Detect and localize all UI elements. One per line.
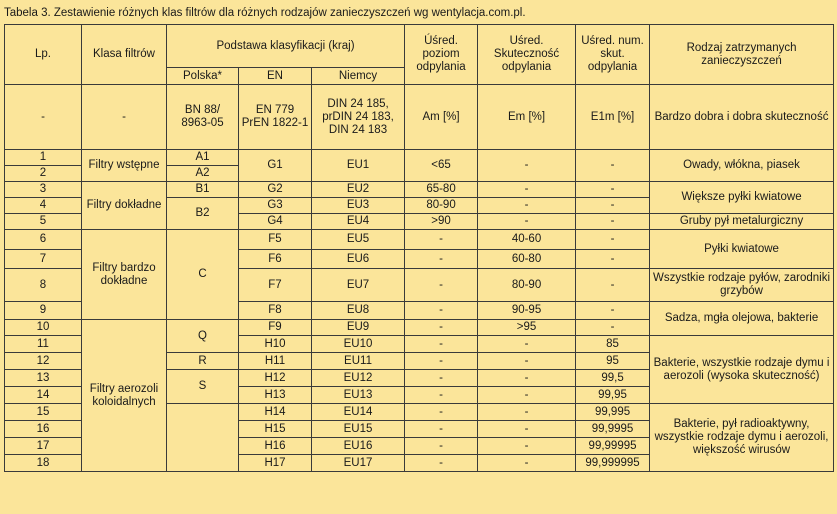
en-cell: F9	[239, 320, 312, 336]
skutecznosc-cell: -	[478, 353, 576, 370]
header-en: EN	[239, 68, 312, 85]
lp-cell: 13	[5, 370, 82, 387]
num-skut-cell: 99,95	[576, 387, 650, 404]
filter-classes-table	[4, 24, 834, 472]
poziom-cell: -	[405, 302, 478, 320]
niemcy-cell: EU14	[312, 404, 405, 421]
skutecznosc-cell: 60-80	[478, 250, 576, 269]
num-skut-cell: -	[576, 269, 650, 302]
num-skut-cell: 95	[576, 353, 650, 370]
lp-cell: 4	[5, 198, 82, 214]
header-polska: Polska*	[167, 68, 239, 85]
niemcy-cell: EU11	[312, 353, 405, 370]
norms-row	[5, 85, 834, 150]
num-skut-cell: -	[576, 320, 650, 336]
group-cell: Filtry wstępne	[82, 150, 167, 182]
en-cell: H16	[239, 438, 312, 455]
poziom-cell: 80-90	[405, 198, 478, 214]
lp-cell: 16	[5, 421, 82, 438]
skutecznosc-cell: -	[478, 421, 576, 438]
rodzaj-cell: Gruby pył metalurgiczny	[650, 214, 834, 230]
skutecznosc-cell: -	[478, 198, 576, 214]
header-rodzaj: Rodzaj zatrzymanych zanieczyszczeń	[650, 25, 834, 85]
en-cell: H14	[239, 404, 312, 421]
niemcy-cell: EU16	[312, 438, 405, 455]
en-cell: F5	[239, 230, 312, 250]
en-cell: G2	[239, 182, 312, 198]
en-cell: H17	[239, 455, 312, 472]
header-podstawa: Podstawa klasyfikacji (kraj)	[167, 25, 405, 68]
niemcy-cell: EU13	[312, 387, 405, 404]
rodzaj-cell: Większe pyłki kwiatowe	[650, 182, 834, 214]
en-cell: G1	[239, 150, 312, 182]
table-row	[5, 230, 834, 250]
num-skut-cell: -	[576, 250, 650, 269]
en-cell: F7	[239, 269, 312, 302]
norms-niemcy: DIN 24 185, prDIN 24 183, DIN 24 183	[312, 85, 405, 150]
norms-klasa: -	[82, 85, 167, 150]
poziom-cell: -	[405, 404, 478, 421]
rodzaj-cell: Pyłki kwiatowe	[650, 230, 834, 269]
table-row	[5, 182, 834, 198]
skutecznosc-cell: -	[478, 387, 576, 404]
lp-cell: 2	[5, 166, 82, 182]
rodzaj-cell: Owady, włókna, piasek	[650, 150, 834, 182]
polska-cell: S	[167, 370, 239, 404]
poziom-cell: -	[405, 230, 478, 250]
niemcy-cell: EU8	[312, 302, 405, 320]
poziom-cell: -	[405, 269, 478, 302]
header-niemcy: Niemcy	[312, 68, 405, 85]
lp-cell: 18	[5, 455, 82, 472]
poziom-cell: >90	[405, 214, 478, 230]
group-cell: Filtry aerozoli koloidalnych	[82, 320, 167, 472]
polska-cell: R	[167, 353, 239, 370]
norms-en: EN 779 PrEN 1822-1	[239, 85, 312, 150]
en-cell: G3	[239, 198, 312, 214]
polska-cell: B2	[167, 198, 239, 230]
niemcy-cell: EU12	[312, 370, 405, 387]
num-skut-cell: -	[576, 214, 650, 230]
poziom-cell: -	[405, 421, 478, 438]
lp-cell: 17	[5, 438, 82, 455]
skutecznosc-cell: >95	[478, 320, 576, 336]
niemcy-cell: EU4	[312, 214, 405, 230]
lp-cell: 7	[5, 250, 82, 269]
skutecznosc-cell: 80-90	[478, 269, 576, 302]
rodzaj-cell: Bakterie, pył radioaktywny, wszystkie rodzaje dymu i aerozoli, większość wirusów	[650, 404, 834, 472]
en-cell: H11	[239, 353, 312, 370]
niemcy-cell: EU10	[312, 336, 405, 353]
poziom-cell: -	[405, 387, 478, 404]
skutecznosc-cell: 40-60	[478, 230, 576, 250]
polska-cell	[167, 404, 239, 472]
en-cell: H13	[239, 387, 312, 404]
norms-lp: -	[5, 85, 82, 150]
num-skut-cell: 99,999995	[576, 455, 650, 472]
norms-rodzaj: Bardzo dobra i dobra skuteczność	[650, 85, 834, 150]
lp-cell: 8	[5, 269, 82, 302]
en-cell: H10	[239, 336, 312, 353]
lp-cell: 15	[5, 404, 82, 421]
lp-cell: 9	[5, 302, 82, 320]
polska-cell: Q	[167, 320, 239, 353]
num-skut-cell: 99,5	[576, 370, 650, 387]
num-skut-cell: 85	[576, 336, 650, 353]
niemcy-cell: EU9	[312, 320, 405, 336]
norms-skutecznosc: Em [%]	[478, 85, 576, 150]
niemcy-cell: EU3	[312, 198, 405, 214]
en-cell: G4	[239, 214, 312, 230]
norms-polska: BN 88/ 8963-05	[167, 85, 239, 150]
group-cell: Filtry dokładne	[82, 182, 167, 230]
poziom-cell: -	[405, 438, 478, 455]
poziom-cell: -	[405, 250, 478, 269]
poziom-cell: -	[405, 353, 478, 370]
num-skut-cell: 99,99995	[576, 438, 650, 455]
skutecznosc-cell: -	[478, 370, 576, 387]
skutecznosc-cell: -	[478, 438, 576, 455]
header-row	[5, 25, 834, 68]
skutecznosc-cell: -	[478, 150, 576, 182]
num-skut-cell: 99,995	[576, 404, 650, 421]
lp-cell: 10	[5, 320, 82, 336]
poziom-cell: <65	[405, 150, 478, 182]
lp-cell: 1	[5, 150, 82, 166]
num-skut-cell: -	[576, 230, 650, 250]
en-cell: H12	[239, 370, 312, 387]
skutecznosc-cell: 90-95	[478, 302, 576, 320]
header-poziom: Úśred. poziom odpylania	[405, 25, 478, 85]
niemcy-cell: EU15	[312, 421, 405, 438]
niemcy-cell: EU17	[312, 455, 405, 472]
poziom-cell: -	[405, 336, 478, 353]
lp-cell: 12	[5, 353, 82, 370]
table-caption: Tabela 3. Zestawienie różnych klas filtrów dla różnych rodzajów zanieczyszczeń wg wentylacja.com.pl.	[4, 7, 526, 19]
num-skut-cell: -	[576, 198, 650, 214]
niemcy-cell: EU2	[312, 182, 405, 198]
niemcy-cell: EU6	[312, 250, 405, 269]
num-skut-cell: -	[576, 150, 650, 182]
lp-cell: 5	[5, 214, 82, 230]
group-cell: Filtry bardzo dokładne	[82, 230, 167, 320]
polska-cell: A2	[167, 166, 239, 182]
niemcy-cell: EU7	[312, 269, 405, 302]
rodzaj-cell: Sadza, mgła olejowa, bakterie	[650, 302, 834, 336]
num-skut-cell: -	[576, 182, 650, 198]
skutecznosc-cell: -	[478, 214, 576, 230]
niemcy-cell: EU5	[312, 230, 405, 250]
num-skut-cell: 99,9995	[576, 421, 650, 438]
table-row	[5, 150, 834, 166]
niemcy-cell: EU1	[312, 150, 405, 182]
header-klasa: Klasa filtrów	[82, 25, 167, 85]
header-skutecznosc: Uśred. Skuteczność odpylania	[478, 25, 576, 85]
lp-cell: 11	[5, 336, 82, 353]
polska-cell: C	[167, 230, 239, 320]
poziom-cell: 65-80	[405, 182, 478, 198]
norms-poziom: Am [%]	[405, 85, 478, 150]
poziom-cell: -	[405, 320, 478, 336]
polska-cell: A1	[167, 150, 239, 166]
polska-cell: B1	[167, 182, 239, 198]
norms-num-skut: E1m [%]	[576, 85, 650, 150]
skutecznosc-cell: -	[478, 455, 576, 472]
lp-cell: 3	[5, 182, 82, 198]
en-cell: H15	[239, 421, 312, 438]
rodzaj-cell: Wszystkie rodzaje pyłów, zarodniki grzybów	[650, 269, 834, 302]
header-num-skut: Uśred. num. skut. odpylania	[576, 25, 650, 85]
skutecznosc-cell: -	[478, 336, 576, 353]
skutecznosc-cell: -	[478, 182, 576, 198]
header-lp: Lp.	[5, 25, 82, 85]
poziom-cell: -	[405, 370, 478, 387]
skutecznosc-cell: -	[478, 404, 576, 421]
rodzaj-cell: Bakterie, wszystkie rodzaje dymu i aerozoli (wysoka skuteczność)	[650, 336, 834, 404]
en-cell: F8	[239, 302, 312, 320]
lp-cell: 14	[5, 387, 82, 404]
en-cell: F6	[239, 250, 312, 269]
lp-cell: 6	[5, 230, 82, 250]
poziom-cell: -	[405, 455, 478, 472]
num-skut-cell: -	[576, 302, 650, 320]
